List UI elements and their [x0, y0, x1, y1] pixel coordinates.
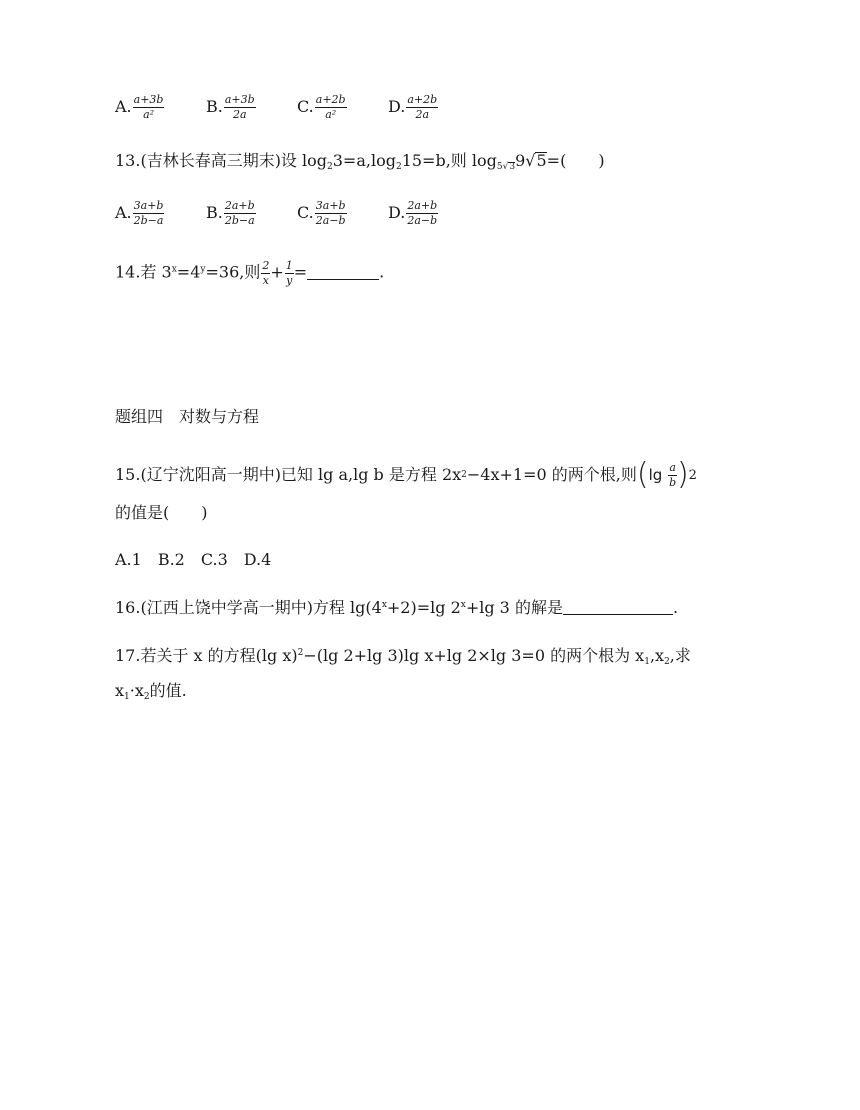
exponent: 2 [297, 648, 304, 658]
q12-option-d [388, 94, 438, 120]
q12-option-c [297, 94, 347, 120]
fraction-numerator: a+2b [315, 93, 346, 106]
fraction-denominator: a² [143, 107, 155, 121]
option-letter: C. [297, 97, 314, 117]
q16-stem [115, 600, 678, 616]
q14-stem [115, 260, 384, 286]
answer-bracket: =( ) [546, 151, 605, 170]
fraction-denominator: a² [325, 107, 337, 121]
q13-text-prefix: 13.(吉林长春高三期末)设 log [115, 151, 328, 170]
log-base-coefficient: 5 [496, 162, 503, 172]
option-letter: B. [206, 203, 223, 223]
fraction [668, 462, 677, 488]
fraction-numerator: 2 [262, 259, 270, 272]
fraction-denominator: 2a [415, 107, 430, 121]
exponent: x [171, 264, 177, 275]
fraction-denominator: 2a−b [315, 213, 346, 227]
q14-text-prefix: 14.若 3 [115, 262, 172, 282]
fraction-numerator: 3a+b [133, 199, 164, 212]
log-base: 2 [327, 162, 333, 172]
q16-text-prefix: 16.(江西上饶中学高一期中)方程 lg(4 [115, 598, 382, 617]
exponent: y [200, 264, 206, 275]
exponent: x [460, 600, 466, 610]
fraction-numerator: a+3b [133, 93, 164, 106]
fraction-numerator: 3a+b [315, 199, 346, 212]
option-letter: D. [388, 97, 406, 117]
option-letter: A. [115, 97, 132, 117]
q14-text: =36,则 [205, 262, 261, 282]
q12-option-a [115, 94, 164, 120]
q13-option-d [388, 200, 438, 226]
q13-option-b [206, 200, 256, 226]
answer-blank[interactable] [307, 265, 379, 280]
log-argument: 9 [515, 151, 526, 170]
right-paren: ) [676, 457, 689, 492]
q15-stem [115, 457, 697, 492]
answer-blank[interactable] [563, 600, 673, 615]
fraction [285, 260, 294, 286]
option-letter: A. [115, 203, 132, 223]
section-title: 题组四 对数与方程 [115, 407, 260, 426]
sqrt-radicand: 3 [509, 162, 516, 172]
q15-text-prefix: 15.(辽宁沈阳高一期中)已知 lg a,lg b 是方程 2x [115, 465, 462, 484]
option-fraction [406, 94, 438, 120]
equals-sign: = [293, 262, 308, 282]
q17-text: ,x [649, 646, 665, 665]
subscript: 2 [143, 692, 150, 702]
q14-text: =4 [176, 262, 201, 282]
q13-option-c [297, 200, 347, 226]
fraction-denominator: 2b−a [224, 213, 255, 227]
fraction-numerator: 1 [285, 259, 293, 272]
log-base: 2 [395, 162, 402, 172]
period: . [379, 262, 385, 282]
q16-text: +lg 3 的解是 [465, 598, 563, 617]
q15-options: A.1 B.2 C.3 D.4 [115, 550, 272, 569]
lg-function: lg [648, 465, 663, 484]
sqrt-sign: √ [502, 162, 509, 172]
fraction-denominator: 2b−a [133, 213, 164, 227]
q17-text-prefix: 17.若关于 x 的方程(lg x) [115, 646, 298, 665]
subscript: 1 [124, 692, 130, 702]
q17-text: 的值. [149, 681, 187, 700]
sqrt-sign: √ [525, 151, 536, 170]
exponent: 2 [688, 467, 697, 483]
option-fraction [133, 200, 165, 226]
q17-stem [115, 648, 691, 667]
fraction-numerator: a+3b [224, 93, 255, 106]
q13-option-a [115, 200, 164, 226]
fraction-denominator: x [262, 273, 269, 287]
sqrt-radicand: 5 [536, 151, 547, 170]
fraction-denominator: 2a−b [407, 213, 438, 227]
q17-text: ,求 [669, 646, 691, 665]
q13-stem [115, 152, 605, 172]
left-paren: ( [636, 457, 649, 492]
exponent: 2 [461, 469, 467, 480]
option-letter: C. [297, 203, 314, 223]
q17-text: ·x [129, 681, 144, 700]
q16-text: +2)=lg 2 [386, 598, 461, 617]
q12-options [115, 94, 515, 124]
exponent: x [381, 600, 387, 610]
q13-options [115, 200, 515, 230]
option-fraction [224, 94, 256, 120]
q17-text: x [115, 681, 125, 700]
q12-option-b [206, 94, 256, 120]
fraction-denominator: y [286, 273, 293, 287]
log-base-compound [497, 162, 515, 172]
q15-text: −4x+1=0 的两个根,则 [466, 465, 637, 484]
period: . [672, 598, 679, 617]
subscript: 2 [664, 657, 670, 667]
q15-line2: 的值是( ) [115, 503, 208, 522]
q13-text: 3=a,log [332, 151, 396, 170]
option-fraction [224, 200, 256, 226]
option-fraction [406, 200, 438, 226]
option-letter: D. [388, 203, 406, 223]
fraction-numerator: a [669, 460, 676, 474]
option-fraction [133, 94, 165, 120]
fraction-numerator: a+2b [407, 93, 438, 106]
fraction-numerator: 2a+b [224, 199, 255, 212]
q17-line2 [115, 683, 187, 702]
fraction-denominator: b [669, 475, 677, 489]
option-letter: B. [206, 97, 223, 117]
option-fraction [315, 200, 347, 226]
fraction [261, 260, 270, 286]
q17-text: −(lg 2+lg 3)lg x+lg 2×lg 3=0 的两个根为 x [303, 646, 645, 665]
q13-text: 15=b,则 log [401, 151, 497, 170]
option-fraction [315, 94, 347, 120]
fraction-numerator: 2a+b [407, 199, 438, 212]
subscript: 1 [644, 657, 650, 667]
fraction-denominator: 2a [232, 107, 247, 121]
plus-sign: + [270, 262, 284, 282]
